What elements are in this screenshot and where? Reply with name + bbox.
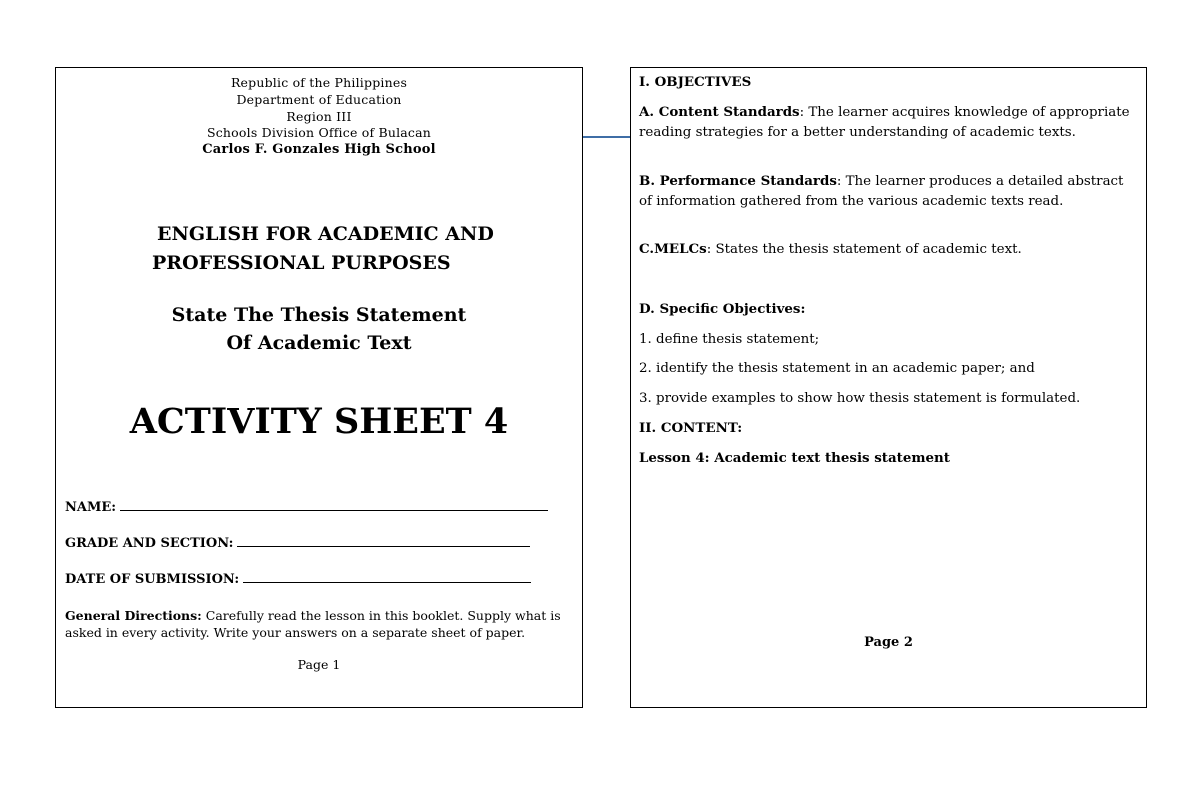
subject-line-1: ENGLISH FOR ACADEMIC AND: [157, 223, 494, 245]
objective-1: 1. define thesis statement;: [639, 332, 820, 347]
content-standards: [639, 103, 1136, 142]
document-header: [56, 75, 582, 159]
subject-title: [152, 220, 494, 278]
topic-line-2: Of Academic Text: [226, 332, 412, 354]
content-standards-label: A. Content Standards: [639, 104, 800, 120]
performance-standards-label: B. Performance Standards: [639, 173, 837, 189]
melcs: [639, 240, 1136, 260]
page-1: [55, 67, 583, 708]
content-standards-text: : The learner acquires knowledge of appropriate reading strategies for a better understanding of academic texts.: [639, 105, 1130, 140]
objective-3: 3. provide examples to show how thesis statement is formulated.: [639, 391, 1081, 406]
name-field: [65, 500, 548, 515]
header-region: Region III: [286, 108, 352, 124]
date-submission-blank-line: [243, 581, 531, 583]
date-submission-label: DATE OF SUBMISSION:: [65, 572, 240, 587]
header-school: Carlos F. Gonzales High School: [202, 142, 436, 158]
page-2: [630, 67, 1147, 708]
header-department: Department of Education: [236, 91, 402, 107]
general-directions: [65, 608, 574, 641]
activity-title: ACTIVITY SHEET 4: [129, 401, 509, 442]
header-republic: Republic of the Philippines: [230, 75, 408, 90]
grade-section-blank-line: [237, 545, 530, 547]
grade-section-label: GRADE AND SECTION:: [65, 536, 234, 551]
directions-text: Carefully read the lesson in this booklet. Supply what is asked in every activity. Write your answers on a separate sheet of paper.: [65, 608, 561, 640]
lesson-title: Lesson 4: Academic text thesis statement: [639, 450, 950, 466]
content-heading: II. CONTENT:: [639, 420, 743, 436]
topic-line-1: State The Thesis Statement: [171, 304, 467, 326]
name-label: NAME:: [65, 500, 117, 515]
melcs-label: C.MELCs: [639, 241, 707, 257]
objectives-heading: I. OBJECTIVES: [639, 74, 752, 90]
melcs-text: : States the thesis statement of academic text.: [706, 242, 1022, 257]
performance-standards: [639, 172, 1136, 211]
header-division: Schools Division Office of Bulacan: [206, 125, 432, 141]
page-number-2: Page 2: [864, 635, 913, 650]
page-number-1: Page 1: [297, 657, 341, 672]
grade-section-field: [65, 536, 530, 551]
specific-objectives-heading: D. Specific Objectives:: [639, 301, 806, 317]
topic-title: [56, 301, 582, 357]
subject-line-2: PROFESSIONAL PURPOSES: [152, 252, 451, 274]
name-blank-line: [120, 509, 548, 511]
objective-2: 2. identify the thesis statement in an academic paper; and: [639, 361, 1035, 376]
connector-line: [583, 136, 630, 138]
performance-standards-text: : The learner produces a detailed abstract of information gathered from the various academic texts read.: [639, 174, 1124, 209]
date-submission-field: [65, 572, 531, 587]
directions-label: General Directions:: [65, 608, 202, 623]
